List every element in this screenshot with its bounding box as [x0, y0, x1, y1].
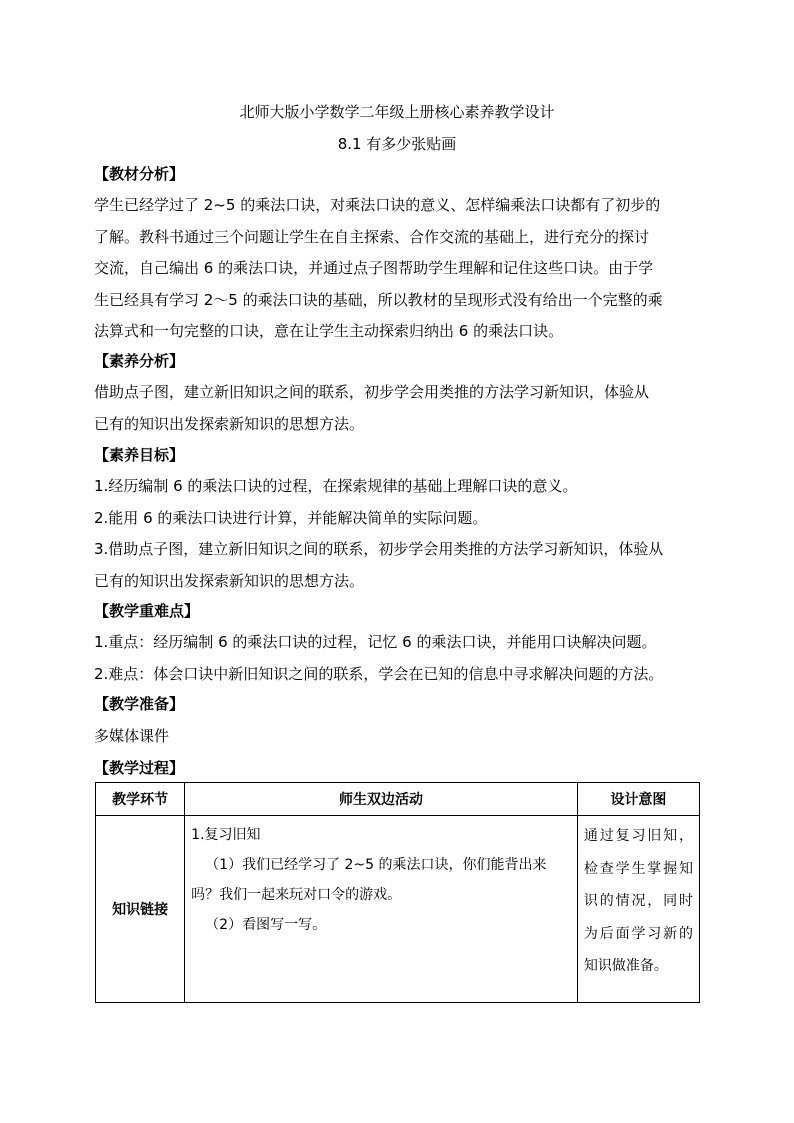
text-line: 学生已经学过了 2~5 的乘法口诀，对乘法口诀的意义、怎样编乘法口诀都有了初步的 — [94, 196, 661, 214]
activity-cell — [185, 816, 578, 1003]
text-line: 交流，自己编出 6 的乘法口诀，并通过点子图帮助学生理解和记住这些口诀。由于学 — [94, 259, 654, 277]
table-header-activity: 师生双边活动 — [185, 783, 578, 816]
section-heading-preparation: 【教学准备】 — [94, 695, 185, 713]
section-heading-material-analysis: 【教材分析】 — [94, 165, 185, 183]
section-heading-literacy-analysis: 【素养分析】 — [94, 352, 185, 370]
text-line: 3.借助点子图，建立新旧知识之间的联系，初步学会用类推的方法学习新知识，体验从 — [94, 540, 664, 558]
activity-line: （2）看图写一写。 — [205, 917, 327, 933]
table-header-intent: 设计意图 — [577, 783, 699, 816]
section-heading-key-points: 【教学重难点】 — [94, 602, 200, 620]
table-header-row — [96, 783, 700, 816]
literacy-goals-text — [94, 471, 712, 597]
intent-cell: 通过复习旧知，检查学生掌握知识的情况，同时为后面学习新的知识做准备。 — [577, 816, 699, 1003]
section-heading-literacy-goals: 【素养目标】 — [94, 446, 185, 464]
stage-cell: 知识链接 — [96, 816, 185, 1003]
text-line: 2.难点：体会口诀中新旧知识之间的联系，学会在已知的信息中寻求解决问题的方法。 — [94, 664, 664, 683]
document-title: 北师大版小学数学二年级上册核心素养教学设计 — [239, 103, 555, 121]
table-row — [96, 816, 700, 1003]
text-line: 2.能用 6 的乘法口诀进行计算，并能解决简单的实际问题。 — [94, 508, 488, 527]
table-header-stage: 教学环节 — [96, 783, 185, 816]
lesson-title: 8.1 有多少张贴画 — [337, 135, 457, 153]
key-points-text — [94, 627, 734, 690]
text-line: 已有的知识出发探索新知识的思想方法。 — [94, 414, 365, 433]
activity-line: 1.复习旧知 — [191, 827, 261, 843]
teaching-process-table — [95, 782, 700, 1003]
literacy-analysis-text — [94, 377, 712, 440]
preparation-text: 多媒体课件 — [94, 727, 170, 745]
text-line: 1.经历编制 6 的乘法口诀的过程，在探索规律的基础上理解口诀的意义。 — [94, 477, 578, 495]
text-line: 生已经具有学习 2～5 的乘法口诀的基础，所以教材的呈现形式没有给出一个完整的乘 — [94, 290, 663, 309]
text-line: 法算式和一句完整的口诀，意在让学生主动探索归纳出 6 的乘法口诀。 — [94, 322, 564, 340]
section-heading-process: 【教学过程】 — [94, 759, 185, 777]
text-line: 了解。教科书通过三个问题让学生在自主探索、合作交流的基础上，进行充分的探讨 — [94, 227, 650, 246]
material-analysis-text — [94, 190, 712, 348]
text-line: 借助点子图，建立新旧知识之间的联系，初步学会用类推的方法学习新知识，体验从 — [94, 383, 650, 401]
text-line: 已有的知识出发探索新知识的思想方法。 — [94, 571, 365, 590]
activity-line: 吗？我们一起来玩对口令的游戏。 — [191, 887, 402, 903]
activity-line: （1）我们已经学习了 2~5 的乘法口诀，你们能背出来 — [205, 857, 547, 873]
text-line: 1.重点：经历编制 6 的乘法口诀的过程，记忆 6 的乘法口诀，并能用口诀解决问题。 — [94, 633, 657, 651]
